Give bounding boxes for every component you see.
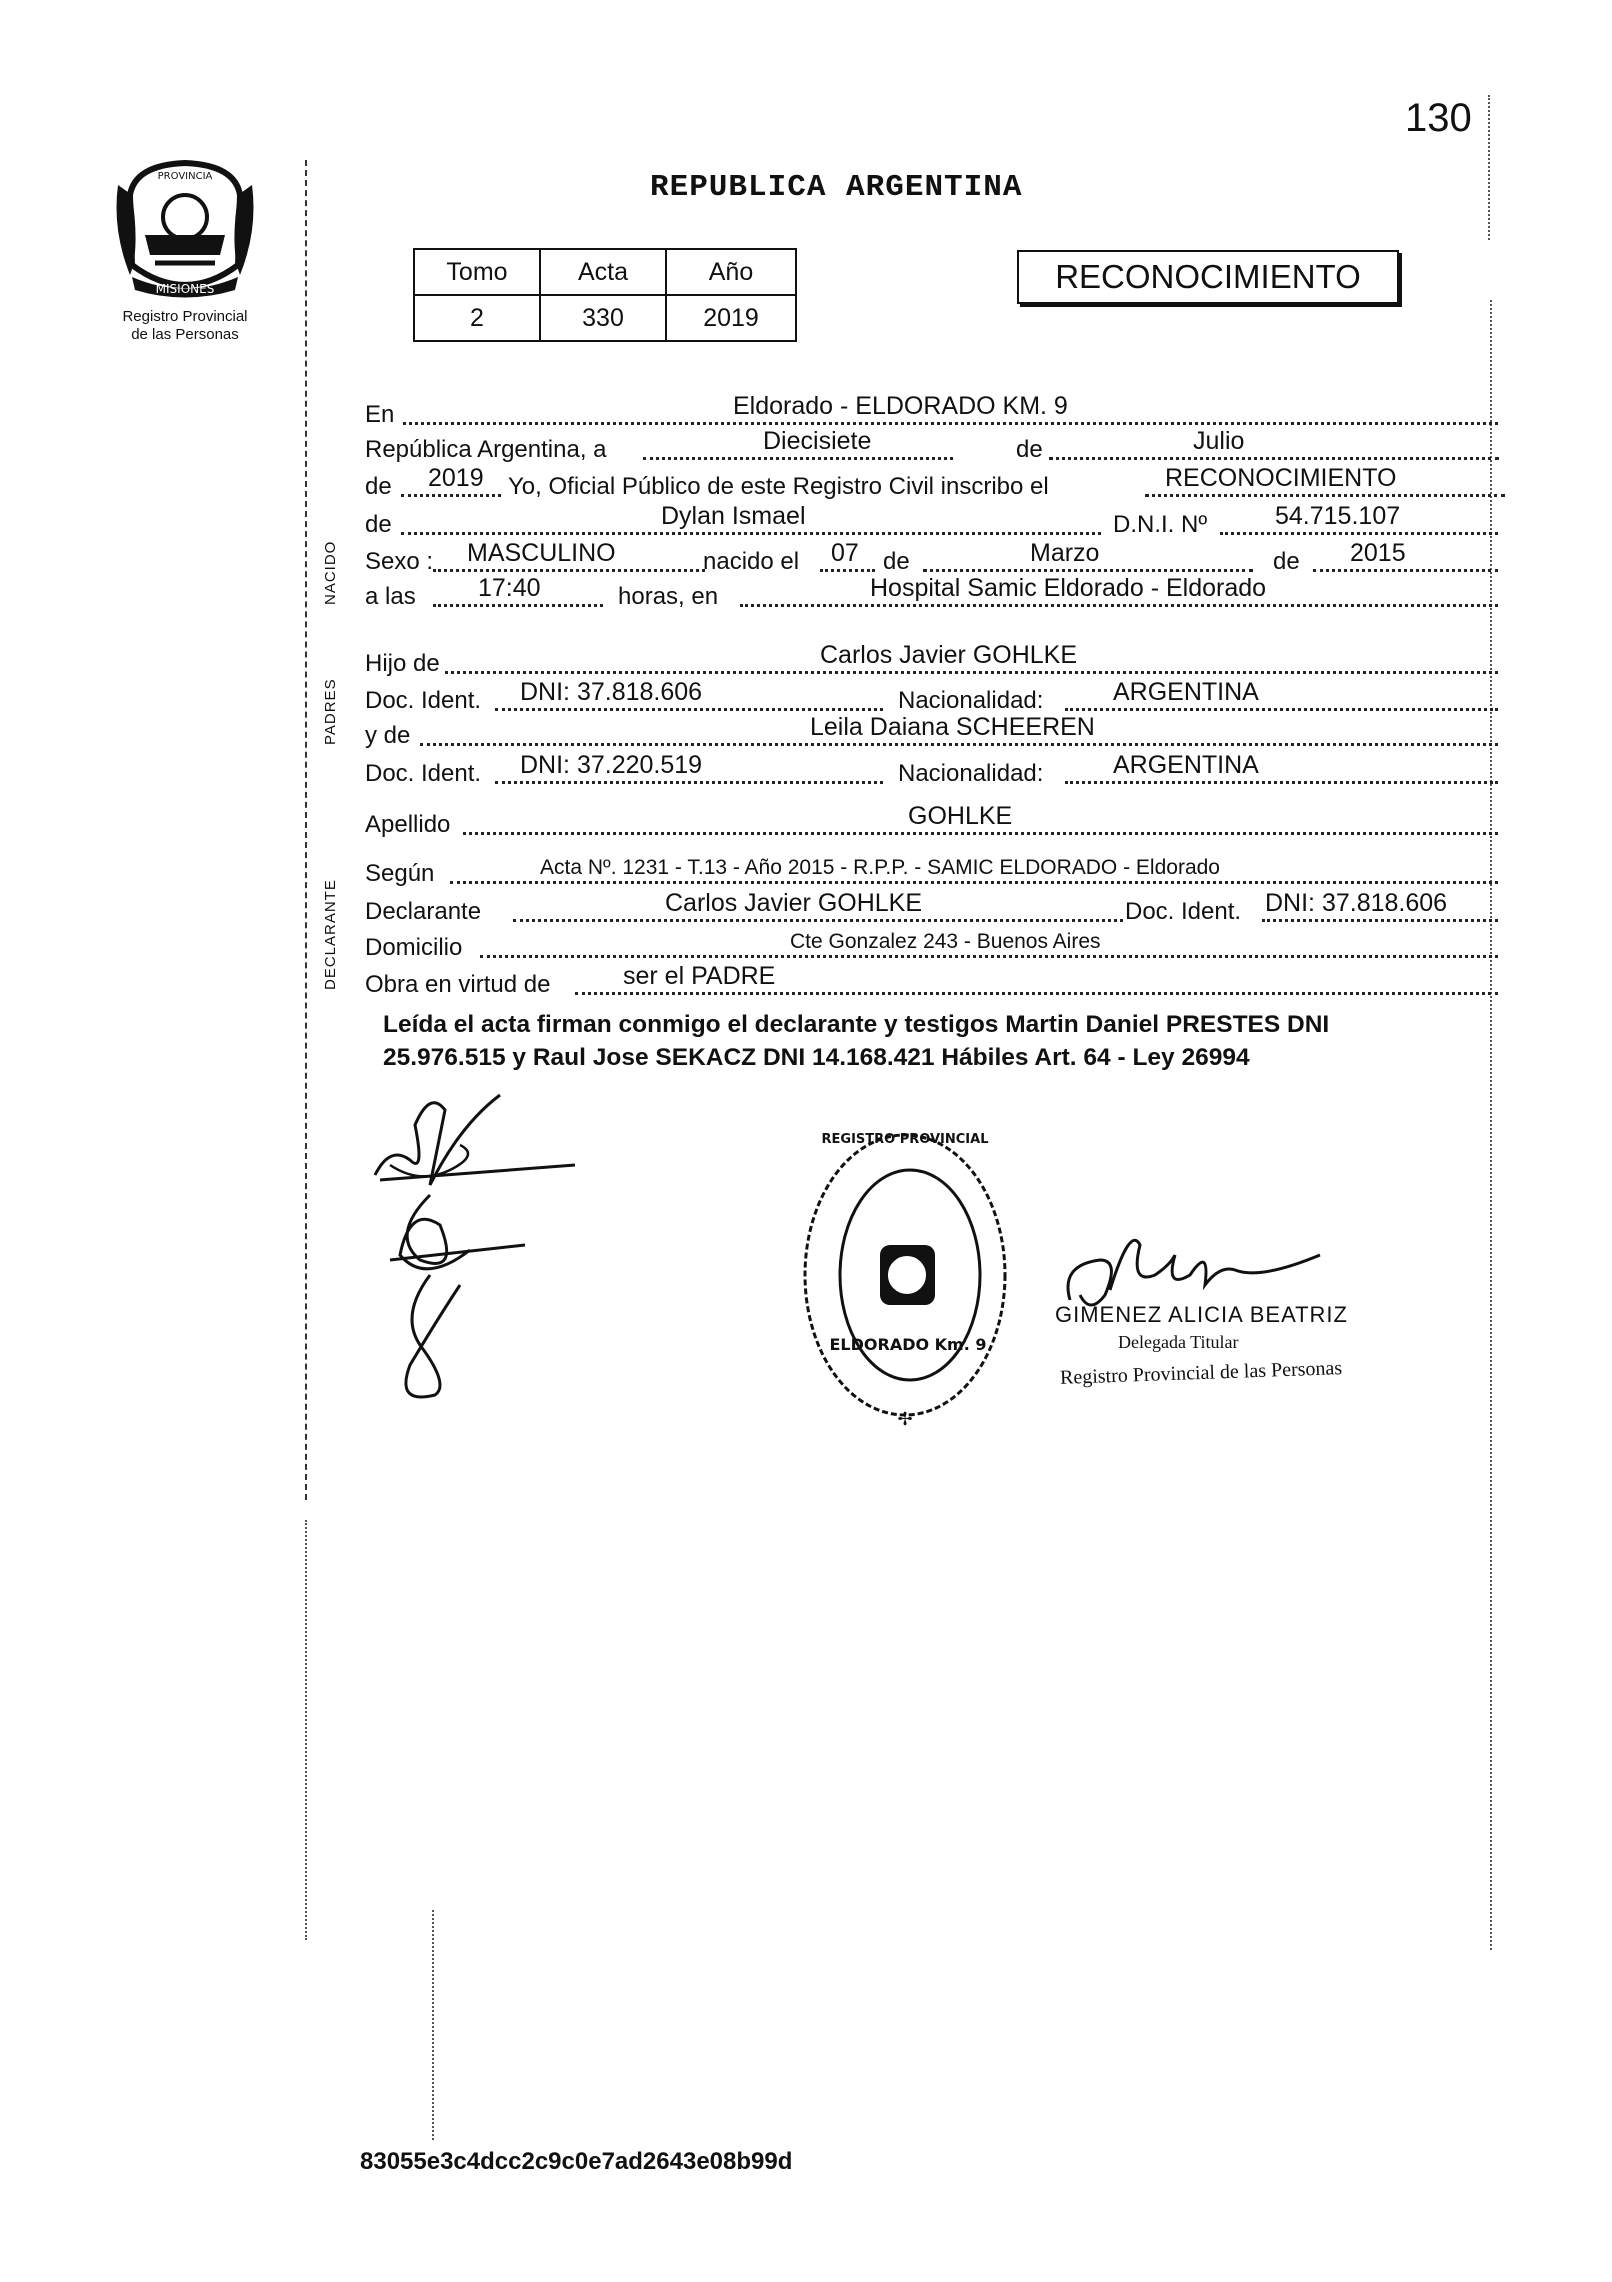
- svg-text:REGISTRO PROVINCIAL: REGISTRO PROVINCIAL: [821, 1132, 989, 1147]
- value-act: RECONOCIMIENTO: [1165, 464, 1397, 492]
- svg-text:✢: ✢: [897, 1409, 913, 1430]
- witness-signatures: [370, 1085, 600, 1415]
- label-declarante: Declarante: [365, 898, 482, 925]
- registry-caption: Registro Provincial de las Personas: [122, 308, 248, 343]
- value-decl-doc: DNI: 37.818.606: [1265, 889, 1448, 917]
- table-value-tomo: 2: [414, 295, 540, 341]
- label-name-de: de: [365, 511, 392, 538]
- value-en: Eldorado - ELDORADO KM. 9: [733, 392, 1068, 420]
- label-alas: a las: [365, 583, 416, 610]
- row-time-place: [365, 575, 1465, 611]
- row-republica: [365, 428, 1465, 464]
- value-sexo: MASCULINO: [467, 539, 616, 567]
- row-en: [365, 393, 1465, 429]
- row-segun: [365, 852, 1465, 888]
- province-seal-logo: [110, 155, 260, 305]
- left-margin-line: [305, 160, 307, 1500]
- side-label-declarante: DECLARANTE: [322, 879, 339, 990]
- official-role: Delegada Titular: [1118, 1332, 1239, 1352]
- record-table: [413, 248, 797, 342]
- value-name: Dylan Ismael: [661, 502, 806, 530]
- value-nac1: ARGENTINA: [1113, 678, 1259, 706]
- value-doc1: DNI: 37.818.606: [520, 678, 703, 706]
- registry-stamp: [800, 1125, 1015, 1435]
- label-inscribo: Yo, Oficial Público de este Registro Civil inscribo el: [508, 473, 1049, 500]
- value-segun: Acta Nº. 1231 - T.13 - Año 2015 - R.P.P. - SAMIC ELDORADO - Eldorado: [540, 856, 1220, 879]
- label-segun: Según: [365, 860, 435, 887]
- label-republica: República Argentina, a: [365, 436, 607, 463]
- row-obra: [365, 963, 1465, 999]
- label-hijo: Hijo de: [365, 650, 440, 677]
- official-office: Registro Provincial de las Personas: [1059, 1357, 1343, 1389]
- label-nacido: nacido el: [703, 548, 800, 575]
- row-father: [365, 642, 1465, 678]
- label-apellido: Apellido: [365, 811, 451, 838]
- row-mother: [365, 714, 1465, 750]
- page-number: 130: [1405, 96, 1472, 140]
- table-value-acta: 330: [540, 295, 666, 341]
- label-sexo: Sexo :: [365, 548, 434, 575]
- row-declarante: [365, 890, 1465, 926]
- closing-statement: Leída el acta firman conmigo el declarante y testigos Martin Daniel PRESTES DNI 25.976.515 y Raul Jose SEKACZ DNI 14.168.421 Hábiles Art. 64 - Ley 26994: [383, 1011, 1330, 1071]
- table-value-anio: 2019: [666, 295, 796, 341]
- right-margin-line-lower: [1490, 300, 1492, 1950]
- label-de-year: de: [365, 473, 392, 500]
- label-de-month: de: [1016, 436, 1043, 463]
- value-doc2: DNI: 37.220.519: [520, 751, 703, 779]
- label-yde: y de: [365, 722, 411, 749]
- label-nac1: Nacionalidad:: [898, 687, 1044, 714]
- label-obra: Obra en virtud de: [365, 971, 551, 998]
- table-header-tomo: Tomo: [414, 249, 540, 295]
- value-mother: Leila Daiana SCHEEREN: [810, 713, 1095, 741]
- label-birth-de: de: [883, 548, 910, 575]
- row-inscribo: [365, 465, 1465, 501]
- label-horas: horas, en: [618, 583, 719, 610]
- official-name: GIMENEZ ALICIA BEATRIZ: [1055, 1302, 1348, 1327]
- label-decl-doc: Doc. Ident.: [1125, 898, 1242, 925]
- svg-text:MISIONES: MISIONES: [155, 282, 215, 296]
- svg-text:PROVINCIA: PROVINCIA: [157, 171, 213, 182]
- act-type-box: RECONOCIMIENTO: [1017, 250, 1399, 304]
- document-hash: 83055e3c4dcc2c9c0e7ad2643e08b99d: [360, 2148, 793, 2175]
- label-birth-de2: de: [1273, 548, 1300, 575]
- label-doc1: Doc. Ident.: [365, 687, 482, 714]
- right-margin-line: [1488, 95, 1490, 240]
- value-time: 17:40: [478, 574, 541, 602]
- value-declarante: Carlos Javier GOHLKE: [665, 889, 923, 917]
- label-doc2: Doc. Ident.: [365, 760, 482, 787]
- value-birth-day: 07: [831, 539, 859, 567]
- table-header-anio: Año: [666, 249, 796, 295]
- side-label-nacido: NACIDO: [322, 540, 339, 605]
- label-nac2: Nacionalidad:: [898, 760, 1044, 787]
- value-birth-year: 2015: [1350, 539, 1406, 567]
- value-day: Diecisiete: [763, 427, 872, 455]
- value-month: Julio: [1193, 427, 1245, 455]
- document-title: REPUBLICA ARGENTINA: [650, 170, 1023, 205]
- value-place: Hospital Samic Eldorado - Eldorado: [870, 574, 1267, 602]
- value-obra: ser el PADRE: [623, 962, 776, 990]
- row-name: [365, 503, 1465, 539]
- row-domicilio: [365, 926, 1465, 962]
- label-dni: D.N.I. Nº: [1113, 511, 1208, 538]
- value-dni: 54.715.107: [1275, 502, 1401, 530]
- value-father: Carlos Javier GOHLKE: [820, 641, 1078, 669]
- value-nac2: ARGENTINA: [1113, 751, 1259, 779]
- left-margin-line-lower: [305, 1520, 307, 1940]
- label-en: En: [365, 401, 395, 428]
- table-header-acta: Acta: [540, 249, 666, 295]
- value-apellido: GOHLKE: [908, 802, 1013, 830]
- row-sexo: [365, 540, 1465, 576]
- row-apellido: [365, 803, 1465, 839]
- bottom-margin-line: [432, 1910, 434, 2140]
- value-domicilio: Cte Gonzalez 243 - Buenos Aires: [790, 930, 1101, 953]
- svg-text:ELDORADO Km. 9: ELDORADO Km. 9: [829, 1335, 987, 1354]
- side-label-padres: PADRES: [322, 678, 339, 745]
- row-father-doc: [365, 679, 1465, 715]
- value-year: 2019: [428, 464, 484, 492]
- label-domicilio: Domicilio: [365, 934, 463, 961]
- row-mother-doc: [365, 752, 1465, 788]
- value-birth-month: Marzo: [1030, 539, 1100, 567]
